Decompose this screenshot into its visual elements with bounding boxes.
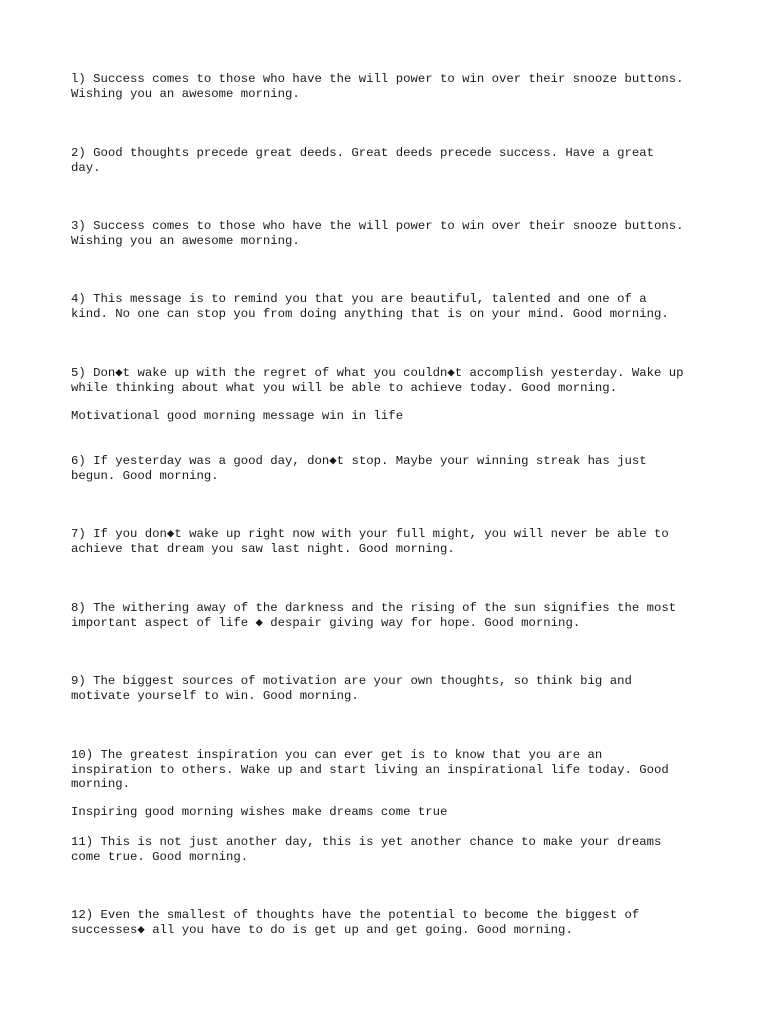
- message-6: 6) If yesterday was a good day, don◆t stop. Maybe your winning streak has just begun. Good morning.: [71, 454, 647, 483]
- message-3: 3) Success comes to those who have the will power to win over their snooze buttons. Wishing you an awesome morning.: [71, 219, 684, 248]
- message-2: 2) Good thoughts precede great deeds. Great deeds precede success. Have a great day.: [71, 146, 654, 175]
- section-heading-inspiring: Inspiring good morning wishes make dreams come true: [71, 805, 448, 819]
- message-4: 4) This message is to remind you that you are beautiful, talented and one of a kind. No one can stop you from doing anything that is on your mind. Good morning.: [71, 292, 669, 321]
- message-11: 11) This is not just another day, this is yet another chance to make your dreams come true. Good morning.: [71, 835, 662, 864]
- message-7: 7) If you don◆t wake up right now with your full might, you will never be able to achieve that dream you saw last night. Good morning.: [71, 527, 669, 556]
- section-heading-motivational: Motivational good morning message win in life: [71, 409, 404, 423]
- message-9: 9) The biggest sources of motivation are your own thoughts, so think big and motivate yourself to win. Good morning.: [71, 674, 632, 703]
- message-1: l) Success comes to those who have the will power to win over their snooze buttons. Wishing you an awesome morning.: [71, 72, 684, 101]
- message-5: 5) Don◆t wake up with the regret of what you couldn◆t accomplish yesterday. Wake up while thinking about what you will be able to achieve today. Good morning.: [71, 366, 684, 395]
- message-12: 12) Even the smallest of thoughts have the potential to become the biggest of successes◆ all you have to do is get up and get going. Good morning.: [71, 908, 640, 937]
- message-8: 8) The withering away of the darkness and the rising of the sun signifies the most important aspect of life ◆ despair giving way for hope. Good morning.: [71, 601, 677, 630]
- message-10: 10) The greatest inspiration you can ever get is to know that you are an inspiration to others. Wake up and start living an inspirational life today. Good morning.: [71, 748, 669, 792]
